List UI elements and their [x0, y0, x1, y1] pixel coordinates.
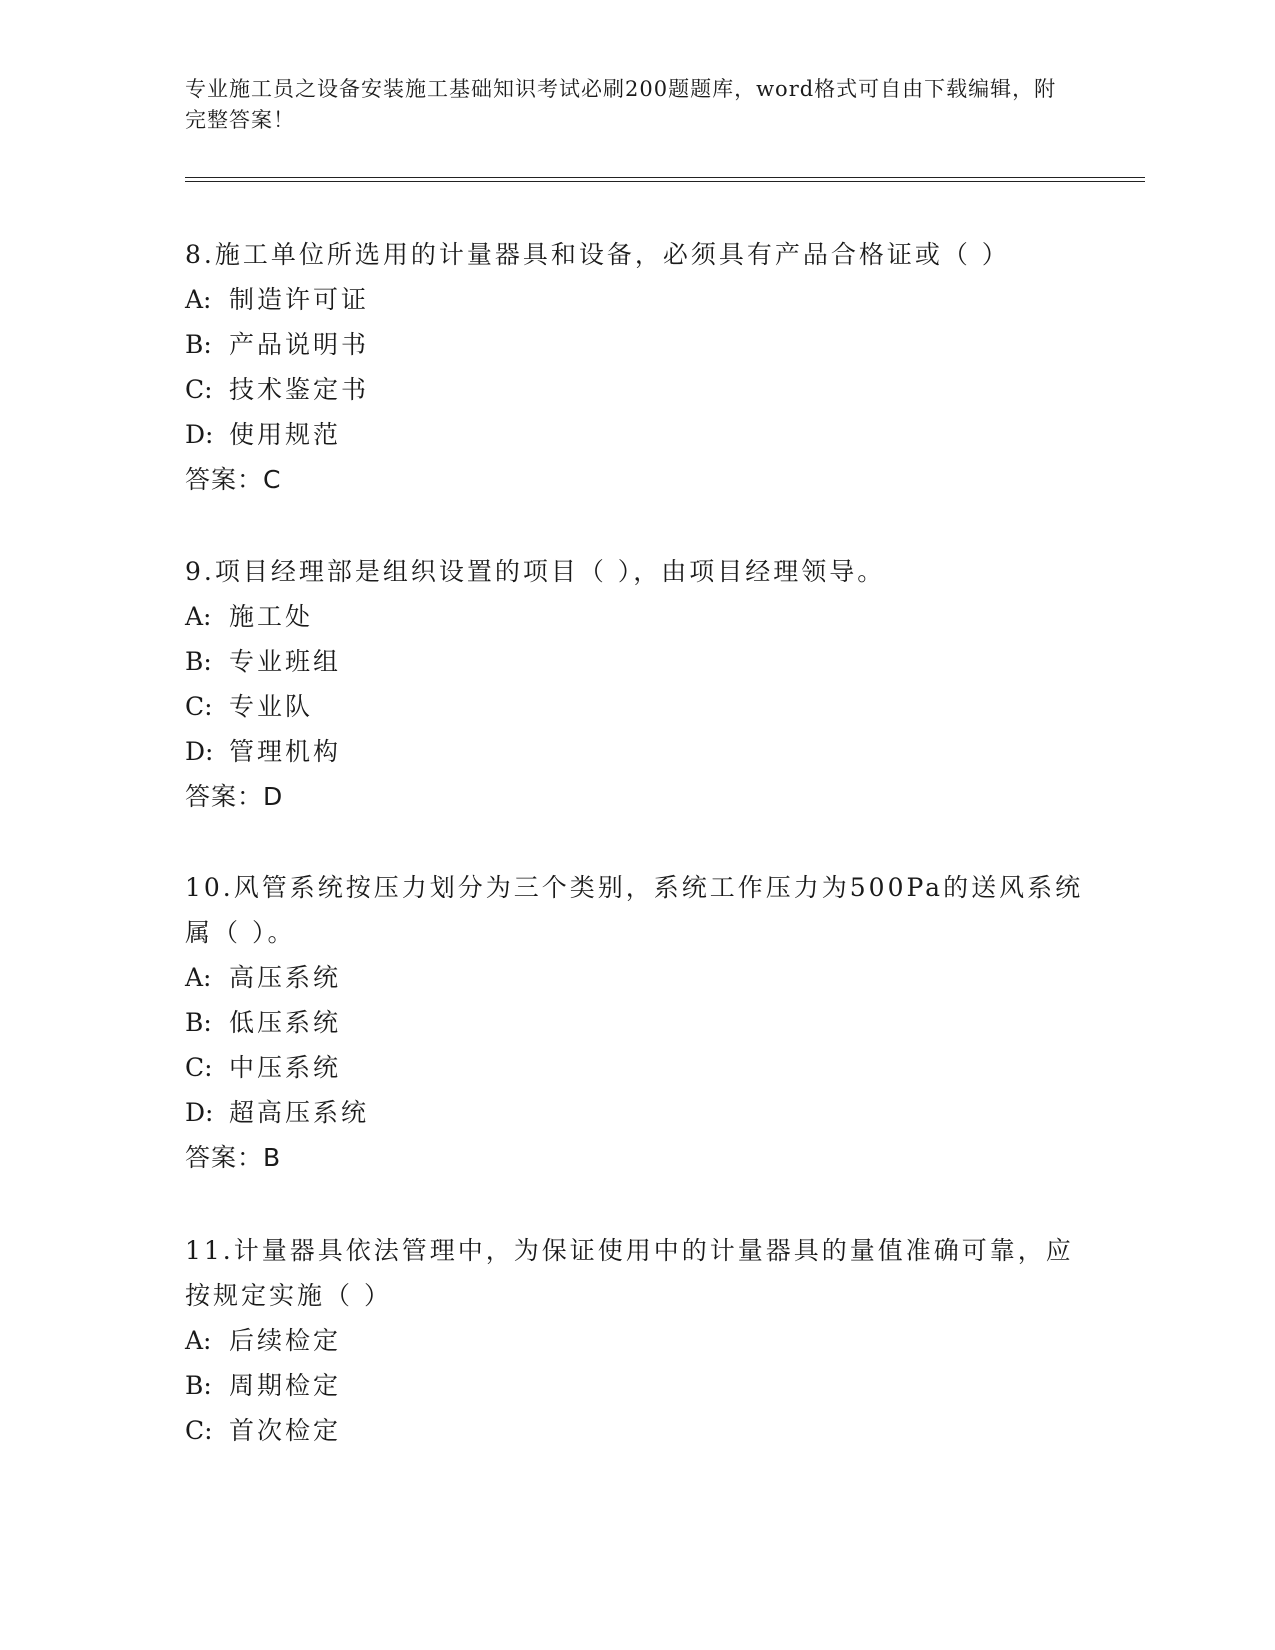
option-text: 超高压系统: [229, 1098, 370, 1127]
option-text: 首次检定: [229, 1416, 342, 1445]
option-text: 技术鉴定书: [229, 375, 370, 404]
option-letter: D:: [185, 737, 214, 766]
question-stem: 11.计量器具依法管理中，为保证使用中的计量器具的量值准确可靠，应按规定实施（ ）: [185, 1236, 1074, 1310]
option-b: [185, 1363, 1085, 1408]
option-text: 后续检定: [229, 1326, 342, 1355]
question-stem: 8.施工单位所选用的计量器具和设备，必须具有产品合格证或（ ）: [185, 240, 1010, 269]
question-8: [185, 232, 1085, 502]
question-10: [185, 865, 1085, 1180]
option-c: [185, 1408, 1085, 1453]
option-d: [185, 1090, 1085, 1135]
option-letter: B:: [185, 647, 212, 676]
option-a: [185, 277, 1085, 322]
option-b: [185, 639, 1085, 684]
option-letter: C:: [185, 1416, 213, 1445]
option-letter: D:: [185, 420, 214, 449]
option-text: 中压系统: [229, 1053, 342, 1082]
question-11: [185, 1228, 1085, 1453]
option-text: 使用规范: [229, 420, 342, 449]
option-letter: B:: [185, 1371, 212, 1400]
option-letter: C:: [185, 375, 213, 404]
option-text: 制造许可证: [229, 285, 370, 314]
option-text: 施工处: [229, 602, 314, 631]
answer-text: 答案：C: [185, 465, 282, 494]
option-text: 管理机构: [229, 737, 342, 766]
answer-text: 答案：B: [185, 1143, 282, 1172]
option-text: 专业队: [229, 692, 314, 721]
answer-text: 答案：D: [185, 782, 284, 811]
question-stem: 10.风管系统按压力划分为三个类别，系统工作压力为500Pa的送风系统属（ ）。: [185, 873, 1084, 947]
option-b: [185, 1000, 1085, 1045]
option-letter: A:: [185, 963, 212, 992]
option-text: 低压系统: [229, 1008, 342, 1037]
option-letter: C:: [185, 1053, 213, 1082]
option-letter: B:: [185, 330, 212, 359]
question-stem: 9.项目经理部是组织设置的项目（ ），由项目经理领导。: [185, 557, 886, 586]
option-d: [185, 412, 1085, 457]
document-header: 专业施工员之设备安装施工基础知识考试必刷200题题库，word格式可自由下载编辑，附完整答案！: [185, 77, 1057, 132]
option-c: [185, 1045, 1085, 1090]
header-divider-bottom: [185, 181, 1145, 182]
question-9: [185, 549, 1085, 819]
option-c: [185, 684, 1085, 729]
option-letter: C:: [185, 692, 213, 721]
option-letter: A:: [185, 285, 212, 314]
option-letter: A:: [185, 602, 212, 631]
option-a: [185, 955, 1085, 1000]
option-d: [185, 729, 1085, 774]
option-text: 周期检定: [229, 1371, 342, 1400]
option-text: 产品说明书: [229, 330, 370, 359]
option-b: [185, 322, 1085, 367]
header-divider-top: [185, 177, 1145, 178]
option-text: 专业班组: [229, 647, 342, 676]
option-a: [185, 594, 1085, 639]
option-letter: D:: [185, 1098, 214, 1127]
option-c: [185, 367, 1085, 412]
option-letter: B:: [185, 1008, 212, 1037]
option-text: 高压系统: [229, 963, 342, 992]
option-letter: A:: [185, 1326, 212, 1355]
option-a: [185, 1318, 1085, 1363]
